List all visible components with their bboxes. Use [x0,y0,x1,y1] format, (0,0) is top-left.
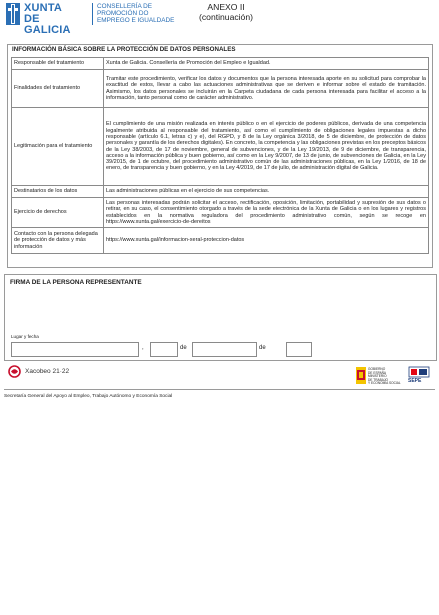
row-value: El cumplimiento de una misión realizada en interés público o en el ejercicio de poderes públicos, derivada de una competencia legalmente atribuida al responsable del tratamiento, así como el cumplimiento de obligaciones legales impuestas a dicho responsable (artículo 6.1, letras c) y e), del RGPD, y 8 de la Ley orgánica 3/2018, de 5 de diciembre, de protección de datos personales y garantía de los derechos digitales). En concreto, la competencia y las obligaciones previstas en los preceptos básicos de la Ley 38/2003, de 17 de noviembre, general de subvenciones, y de la Ley 19/2013, de 9 de diciembre, de transparencia, acceso a la información pública y buen gobierno, así como en la Ley 9/2007, de 13 de junio, de subvenciones de Galicia, en la Ley 39/2015, de 1 de octubre, del procedimiento administrativo común de las administraciones públicas, en la Ley 1/2016, de 18 de enero, de transparencia y buen gobierno, y en la Ley 4/2019, de 17 de julio, de administración digital de Galicia. [104,108,429,186]
row-label: Legitimación para el tratamiento [12,108,104,186]
place-field[interactable] [11,342,139,357]
row-value: Las administraciones públicas en el ejercicio de sus competencias. [104,186,429,198]
espana-line-2: DE ESPAÑA [368,370,387,375]
row-label: Responsable del tratamiento [12,58,104,70]
consellaria-name [97,3,174,24]
comma-separator: , [142,345,144,351]
table-row [12,228,429,254]
year-field[interactable] [286,342,312,357]
gobierno-espana-logo [356,366,404,386]
table-row [12,70,429,108]
annex-continuation: (continuación) [199,12,253,22]
table-row [12,58,429,70]
espana-line-3: MINISTERIO [368,374,387,379]
espana-line-4: DE TRABAJO [368,377,388,382]
xacobeo-text: Xacobeo 21·22 [25,368,70,375]
row-label: Ejercicio de derechos [12,198,104,228]
xacobeo-icon [8,365,21,378]
row-value: Tramitar este procedimiento, verificar los datos y documentos que la persona interesada aporte en su solicitud para comprobar la exactitud de estos, llevar a cabo las actuaciones administrativas que se deriven e informar sobre el estado de tramitación. Asimismo, los datos personales se incluirán en la Carpeta ciudadana de cada persona interesada para facilitar el acceso a la información, tanto personal como de carácter administrativo. [104,70,429,108]
espana-line-5: Y ECONOMÍA SOCIAL [368,381,401,386]
sepe-logo [407,366,431,386]
row-value: https://www.xunta.gal/informacion-xeral-proteccion-datos [104,228,429,254]
row-value: Xunta de Galicia. Consellería de Promoción del Empleo e Igualdad. [104,58,429,70]
logo-line-2: DE GALICIA [24,13,71,36]
row-label: Finalidades del tratamiento [12,70,104,108]
consellaria-line-3: EMPREGO E IGUALDADE [97,17,175,24]
consellaria-line-2: PROMOCIÓN DO [97,10,149,17]
annex-label [190,2,262,22]
month-field[interactable] [192,342,257,357]
sepe-icon [407,366,431,378]
secretaria-footer: Secretaría General del Apoyo al Empleo, Trabajo Autónomo y Economía Social [4,394,173,399]
footer-divider [4,389,435,390]
xunta-logo [6,2,86,36]
data-protection-title: INFORMACIÓN BÁSICA SOBRE LA PROTECCIÓN DE DATOS PERSONALES [12,46,236,53]
table-row [12,108,429,186]
signature-title: FIRMA DE LA PERSONA REPRESENTANTE [10,279,142,286]
espana-line-1: GOBIERNO [368,367,386,371]
row-label: Contacto con la persona delegada de protección de datos y más información [12,228,104,254]
row-value: Las personas interesadas podrán solicitar el acceso, rectificación, oposición, limitación, portabilidad y supresión de sus datos o retirar, en su caso, el consentimiento otorgado a través de la sede electrónica de la Xunta de Galicia o en los lugares y registros establecidos en la normativa reguladora del procedimiento administrativo común, según se recoge en https://www.xunta.gal/exercicio-de-dereitos [104,198,429,228]
table-row [12,198,429,228]
table-row [12,186,429,198]
de-separator-1: de [180,345,187,351]
day-field[interactable] [150,342,178,357]
place-date-label: Lugar y fecha [11,334,39,339]
consellaria-line-1: CONSELLERÍA DE [97,3,153,10]
sepe-text: SEPE [408,378,422,384]
data-protection-section [7,44,433,268]
de-separator-2: de [259,345,266,351]
document-header [0,0,439,42]
logo-line-1: XUNTA [24,2,63,14]
header-divider [92,3,93,25]
spain-coat-of-arms-icon [356,367,366,384]
data-protection-table [11,57,429,254]
signature-section [4,274,437,361]
annex-title: ANEXO II [207,2,245,12]
row-label: Destinatarios de los datos [12,186,104,198]
galicia-emblem-icon [6,3,20,25]
